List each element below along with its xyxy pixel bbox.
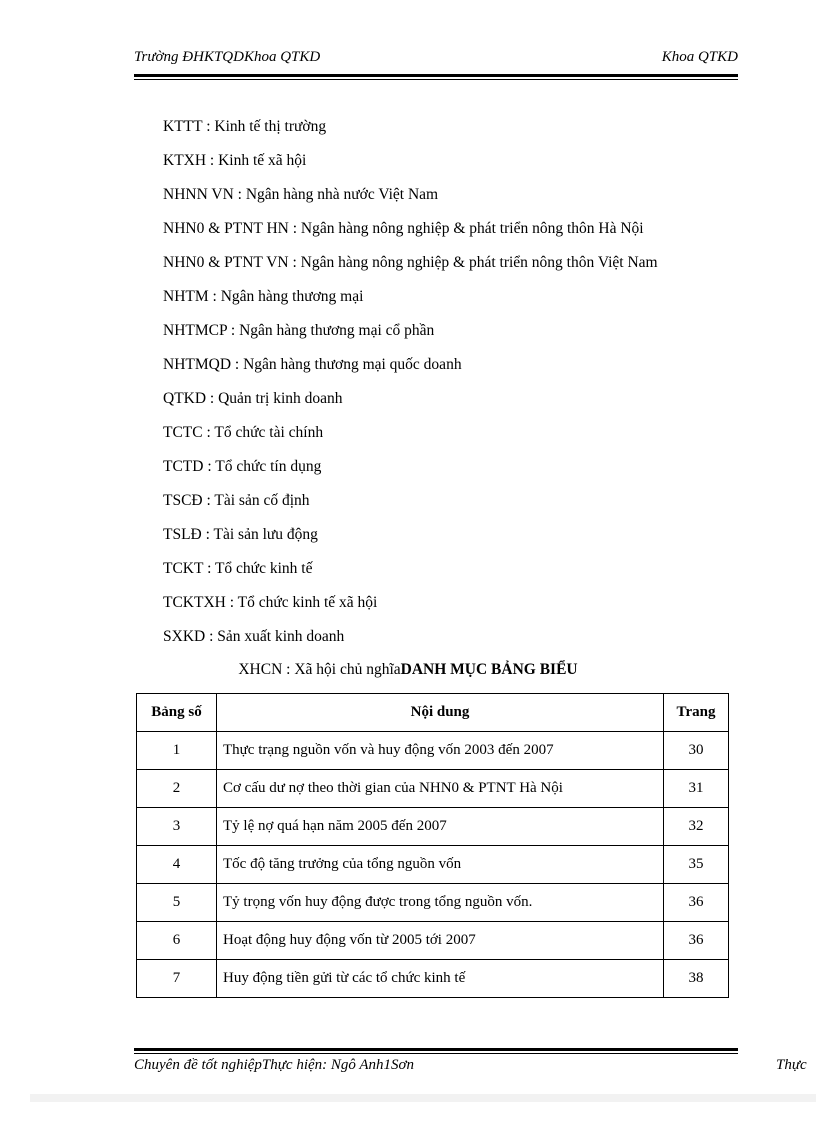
abbreviation-item: NHNN VN : Ngân hàng nhà nước Việt Nam: [163, 186, 439, 203]
table-row: [137, 922, 729, 960]
abbreviation-item: TSCĐ : Tài sản cố định: [163, 492, 310, 509]
abbreviation-item: KTXH : Kinh tế xã hội: [163, 152, 307, 169]
table-header-row: [137, 694, 729, 732]
cell-page: 36: [664, 884, 729, 922]
abbreviation-item: TCTC : Tổ chức tài chính: [163, 424, 324, 441]
cell-content: Huy động tiền gửi từ các tổ chức kinh tế: [217, 960, 664, 998]
abbreviation-list: [163, 117, 658, 661]
table-of-tables: [136, 693, 729, 998]
page-bottom-edge: [30, 1094, 816, 1102]
cell-number: 1: [137, 732, 217, 770]
column-header-number: Bảng số: [137, 694, 217, 732]
abbreviation-item: NHTM : Ngân hàng thương mại: [163, 288, 364, 305]
abbreviation-item-xhcn: XHCN : Xã hội chủ nghĩa: [238, 661, 401, 678]
column-header-page: Trang: [664, 694, 729, 732]
cell-content: Tỷ trọng vốn huy động được trong tổng nguồn vốn.: [217, 884, 664, 922]
cell-content: Cơ cấu dư nợ theo thời gian của NHN0 & PTNT Hà Nội: [217, 770, 664, 808]
cell-page: 31: [664, 770, 729, 808]
cell-content: Tốc độ tăng trưởng của tổng nguồn vốn: [217, 846, 664, 884]
abbreviation-item: SXKD : Sản xuất kinh doanh: [163, 628, 345, 645]
table-row: [137, 770, 729, 808]
cell-content: Tỷ lệ nợ quá hạn năm 2005 đến 2007: [217, 808, 664, 846]
footer-left-text: Chuyên đề tốt nghiệpThực hiện: Ngô Anh1Sơn: [134, 1057, 415, 1073]
page-header: [134, 49, 738, 69]
cell-content: Thực trạng nguồn vốn và huy động vốn 2003 đến 2007: [217, 732, 664, 770]
cell-number: 5: [137, 884, 217, 922]
abbreviation-item: TCKTXH : Tổ chức kinh tế xã hội: [163, 594, 378, 611]
cell-number: 4: [137, 846, 217, 884]
table-row: [137, 732, 729, 770]
abbreviation-item: QTKD : Quản trị kinh doanh: [163, 390, 343, 407]
page-footer: [134, 1057, 814, 1077]
cell-page: 30: [664, 732, 729, 770]
cell-number: 7: [137, 960, 217, 998]
abbreviation-item: TCTD : Tổ chức tín dụng: [163, 458, 322, 475]
abbreviation-item: TSLĐ : Tài sản lưu động: [163, 526, 318, 543]
table-row: [137, 808, 729, 846]
cell-page: 35: [664, 846, 729, 884]
header-rule-thin: [134, 79, 738, 80]
footer-rule-thick: [134, 1048, 738, 1051]
column-header-content: Nội dung: [217, 694, 664, 732]
cell-content: Hoạt động huy động vốn từ 2005 tới 2007: [217, 922, 664, 960]
table-list-title: [0, 661, 816, 679]
abbreviation-item: NHTMQD : Ngân hàng thương mại quốc doanh: [163, 356, 462, 373]
cell-number: 6: [137, 922, 217, 960]
cell-page: 36: [664, 922, 729, 960]
cell-page: 38: [664, 960, 729, 998]
abbreviation-item: TCKT : Tổ chức kinh tế: [163, 560, 313, 577]
abbreviation-item: NHTMCP : Ngân hàng thương mại cổ phần: [163, 322, 435, 339]
header-left-text: Trường ĐHKTQDKhoa QTKD: [134, 49, 321, 65]
header-right-text: Khoa QTKD: [661, 49, 738, 65]
abbreviation-item: NHN0 & PTNT HN : Ngân hàng nông nghiệp & phát triển nông thôn Hà Nội: [163, 220, 644, 237]
footer-rule-thin: [134, 1053, 738, 1054]
table-row: [137, 884, 729, 922]
header-rule-thick: [134, 74, 738, 77]
cell-number: 3: [137, 808, 217, 846]
section-heading: DANH MỤC BẢNG BIỂU: [400, 661, 578, 678]
abbreviation-item: NHN0 & PTNT VN : Ngân hàng nông nghiệp & phát triển nông thôn Việt Nam: [163, 254, 658, 271]
cell-number: 2: [137, 770, 217, 808]
table-row: [137, 846, 729, 884]
cell-page: 32: [664, 808, 729, 846]
footer-right-text: Thực: [776, 1057, 807, 1073]
abbreviation-item: KTTT : Kinh tế thị trường: [163, 118, 327, 135]
table-row: [137, 960, 729, 998]
